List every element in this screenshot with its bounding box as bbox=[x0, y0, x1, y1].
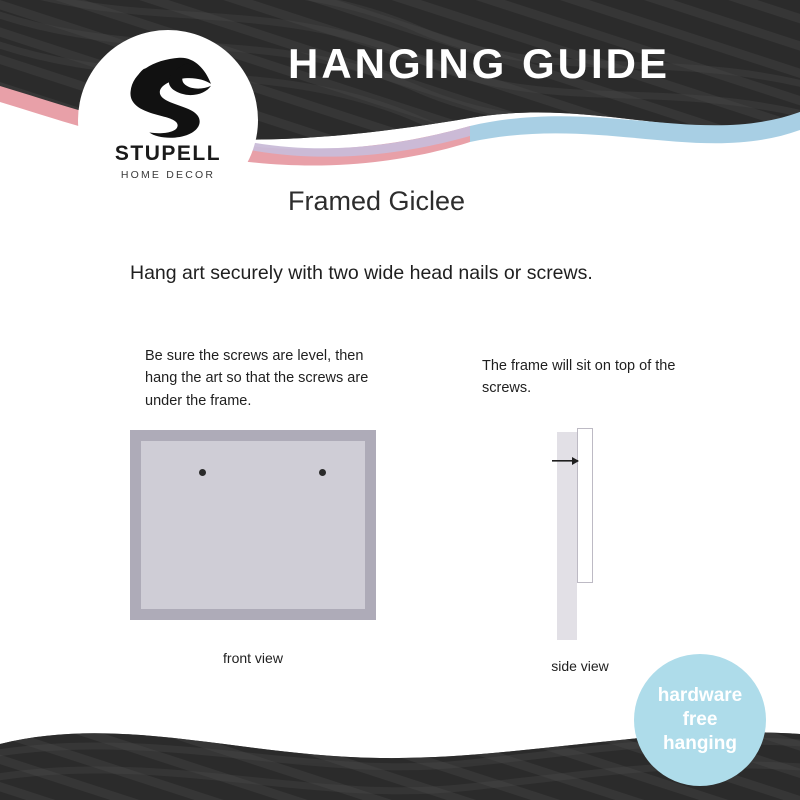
brand-name: STUPELL bbox=[114, 142, 222, 165]
front-view-caption: Be sure the screws are level, then hang the art so that the screws are under the frame. bbox=[145, 348, 369, 409]
hardware-free-badge bbox=[634, 654, 766, 786]
front-view-artwork bbox=[141, 441, 365, 609]
side-view-caption: The frame will sit on top of the screws. bbox=[482, 358, 676, 397]
product-type-heading: Framed Giclee bbox=[288, 186, 466, 216]
screw-dot-left-icon bbox=[199, 469, 206, 476]
badge-line-3: hanging bbox=[663, 733, 737, 755]
hardware-free-badge-text bbox=[658, 684, 742, 757]
brand-logo-badge bbox=[78, 30, 258, 210]
front-view-frame bbox=[130, 430, 376, 620]
side-view-label: side view bbox=[551, 658, 609, 674]
main-instruction: Hang art securely with two wide head nails or screws. bbox=[130, 262, 593, 284]
badge-line-1: hardware bbox=[657, 684, 743, 706]
side-view-screw-icon bbox=[552, 457, 580, 465]
brand-tagline: HOME DECOR bbox=[120, 169, 216, 181]
stupell-swirl-logo-icon bbox=[121, 54, 215, 140]
page-title: HANGING GUIDE bbox=[288, 40, 671, 87]
screw-dot-right-icon bbox=[319, 469, 326, 476]
front-view-label: front view bbox=[223, 650, 283, 666]
side-view-frame-outline bbox=[577, 428, 593, 583]
badge-line-2: free bbox=[682, 708, 718, 730]
